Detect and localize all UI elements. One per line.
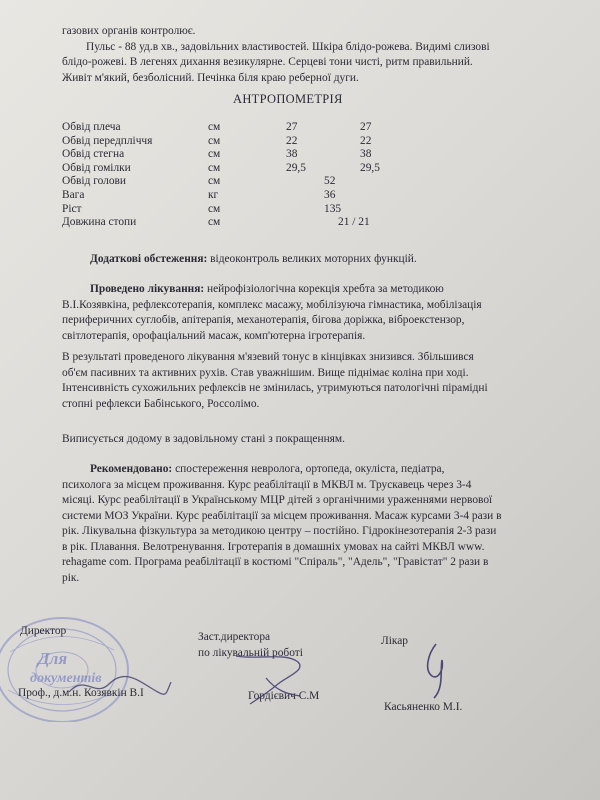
table-row [62,189,380,203]
treatment-label: Проведено лікування: [90,283,205,295]
doctor-name: Касьяненко М.І. [384,701,463,713]
recommendations-paragraph [62,462,547,586]
table-row [62,203,380,217]
treatment-line: світлотерапія, орофаціальний масаж, комп'ютерна ігротерапія. [62,329,366,342]
row-unit: кг [208,188,219,201]
treatment-line: периферичних суглобів, апітерапія, механотерапія, бігова доріжка, віброекстензор, [62,314,465,326]
row-value-left: 38 [286,148,298,161]
result-line: Інтенсивність сухожильних рефлексів не змінилась, утримуються патологічні пірамідні [62,382,488,394]
deputy-name: Гордієвич С.М [248,690,320,702]
row-value-left: 27 [286,121,298,133]
recommendations-label: Рекомендовано: [90,463,173,475]
treatment-text: нейрофізіологічна корекція хребта за методикою [204,283,444,295]
deputy-signature-icon [226,650,316,706]
exam-line: блідо-рожеві. В легенях дихання везикулярне. Серцеві тони чисті, ритм правильний. [62,56,473,68]
row-label: Ріст [62,202,82,215]
row-value: 21 / 21 [338,216,370,229]
row-value-right: 38 [360,148,372,161]
doctor-title: Лікар [381,635,409,647]
exam-paragraph [62,24,542,86]
result-line: стопні рефлекси Бабінського, Россолімо. [62,397,260,410]
row-value-right: 29,5 [360,161,380,174]
director-title: Директор [20,625,67,637]
result-paragraph [62,350,547,412]
additional-text: відеоконтроль великих моторних функцій. [207,253,417,265]
recommendations-line: психолога за місцем проживання. Курс реабілітації в МКВЛ м. Трускавець через 3-4 [62,478,472,491]
recommendations-line: місяці. Курс реабілітації в Українському МЦР дітей з органічними ураженнями нервової [62,494,493,506]
director-signature-icon [65,668,175,708]
table-row [62,175,380,189]
row-value: 52 [324,175,336,188]
discharge-text: Виписується додому в задовільному стані з покращенням. [62,433,345,445]
treatment-line: В.І.Козявкіна, рефлексотерапія, комплекс масажу, мобілізуюча гімнастика, мобілізація [62,298,482,311]
recommendations-line: рік. [62,571,80,584]
row-unit: см [208,175,221,188]
additional-paragraph [90,252,417,268]
anthropometry-title: АНТРОПОМЕТРІЯ [233,92,343,106]
table-row [62,148,380,162]
row-unit: см [208,216,221,229]
deputy-title-line1: Заст.директора [198,631,271,643]
row-unit: см [208,161,221,174]
row-value: 36 [324,188,336,201]
deputy-title-line2: по лікувальній роботі [198,647,303,659]
row-unit: см [208,121,221,133]
row-value: 135 [324,202,342,215]
recommendations-line: системи МОЗ України. Курс реабілітації за місцем проживання. Масаж курсами 3-4 рази в [62,509,502,522]
row-label: Вага [62,188,85,201]
svg-text:Для: Для [38,649,68,668]
row-label: Довжина стопи [62,216,137,229]
doctor-signature-icon [418,640,458,700]
table-row [62,121,380,135]
row-value-left: 22 [286,134,298,147]
result-line: В результаті проведеного лікування м'язевий тонус в кінцівках знизився. Збільшився [62,351,474,363]
recommendations-line: рік. Лікувальна фізкультура за методикою центру – постійно. Гідрокінезотерапія 2-3 рази [62,525,497,537]
anthropometry-table [62,121,380,230]
recommendations-line: rehagame com. Програма реабілітації в костюмі "Спіраль", "Адель", "Гравістат" 2 рази в [62,556,489,568]
table-row [62,162,380,176]
additional-label: Додаткові обстеження: [90,253,208,265]
row-label: Обвід гомілки [62,161,131,174]
row-unit: см [208,202,221,215]
exam-line: газових органів контролює. [62,25,196,37]
recommendations-text: спостереження невролога, ортопеда, окуліста, педіатра, [172,463,445,475]
row-value-right: 27 [360,121,372,133]
exam-line: Пульс - 88 уд.в хв., задовільних властивостей. Шкіра блідо-рожева. Видимі слизові [86,40,490,53]
treatment-paragraph [62,282,547,344]
recommendations-line: в рік. Плавання. Велотренування. Ігротерапія в домашніх умовах на сайті МКВЛ www. [62,540,485,553]
director-name: Проф., д.м.н. Козявкін В.І [18,687,144,699]
row-label: Обвід голови [62,175,126,188]
discharge-paragraph [62,432,345,448]
row-unit: см [208,134,221,147]
row-label: Обвід плеча [62,121,121,133]
result-line: об'єм пасивних та активних рухів. Став уважнішим. Вище піднімає коліна при ході. [62,366,469,379]
table-row [62,216,380,230]
svg-text:документів: документів [30,671,102,686]
table-row [62,135,380,149]
row-label: Обвід стегна [62,148,125,161]
row-value-left: 29,5 [286,161,306,174]
row-value-right: 22 [360,134,372,147]
exam-line: Живіт м'який, безболісний. Печінка біля краю реберної дуги. [62,71,359,84]
row-unit: см [208,148,221,161]
row-label: Обвід передпліччя [62,134,153,147]
